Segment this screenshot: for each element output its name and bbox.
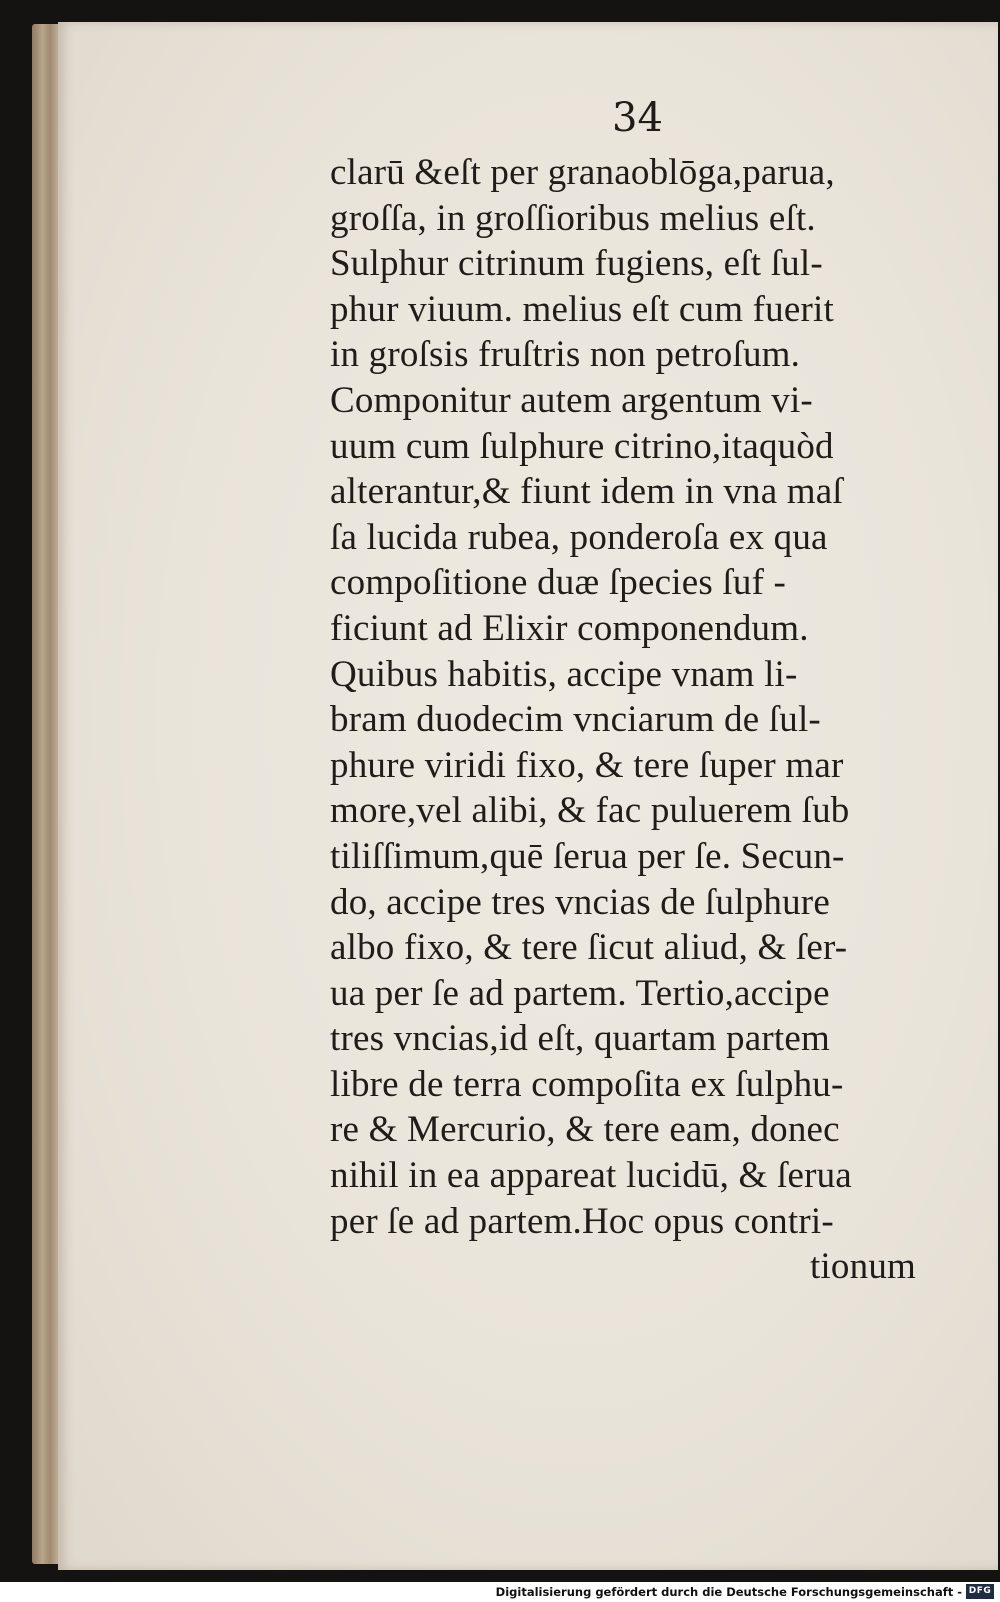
text-line: compoſitione duæ ſpecies ſuf - — [330, 562, 787, 604]
funding-credit: Digitalisierung gefördert durch die Deutsche Forschungsgemeinschaft - — [495, 1585, 962, 1599]
text-line: alterantur,& fiunt idem in vna maſ — [330, 471, 843, 513]
text-line: more,vel alibi, & fac puluerem ſub — [330, 790, 850, 832]
text-line: Componitur autem argentum vi- — [330, 379, 813, 421]
text-line: in groſsis fruſtris non petroſum. — [330, 334, 801, 376]
text-line: groſſa, in groſſioribus melius eſt. — [330, 197, 816, 239]
text-line: re & Mercurio, & tere eam, donec — [330, 1109, 840, 1151]
text-line: phure viridi fixo, & tere ſuper mar — [330, 744, 844, 786]
text-line: Sulphur citrinum fugiens, eſt ſul- — [330, 243, 823, 285]
text-line: phur viuum. melius eſt cum fuerit — [330, 288, 834, 330]
text-line: bram duodecim vnciarum de ſul- — [330, 699, 821, 741]
dfg-logo: DFG — [966, 1584, 994, 1599]
text-line: albo fixo, & tere ſicut aliud, & ſer- — [330, 927, 848, 969]
text-line: do, accipe tres vncias de ſulphure — [330, 881, 830, 923]
text-line: nihil in ea appareat lucidū, & ſerua — [330, 1155, 852, 1197]
text-line: per ſe ad partem.Hoc opus contri- — [330, 1200, 834, 1242]
body-text — [330, 150, 950, 1290]
text-line: tiliſſimum,quē ſerua per ſe. Secun- — [330, 835, 845, 877]
text-line: libre de terra compoſita ex ſulphu- — [330, 1063, 844, 1105]
page-number: 34 — [612, 95, 663, 141]
text-line: uum cum ſulphure citrino,itaquòd — [330, 425, 834, 467]
catchword: tionum — [809, 1246, 916, 1288]
text-line: ſa lucida rubea, ponderoſa ex qua — [330, 516, 828, 558]
text-line: ua per ſe ad partem. Tertio,accipe — [330, 972, 830, 1014]
text-line: tres vncias,id eſt, quartam partem — [330, 1018, 830, 1060]
text-line: ficiunt ad Elixir componendum. — [330, 607, 809, 649]
text-line: Quibus habitis, accipe vnam li- — [330, 653, 798, 695]
text-line: clarū &eſt per granaoblōga,parua, — [330, 152, 835, 193]
